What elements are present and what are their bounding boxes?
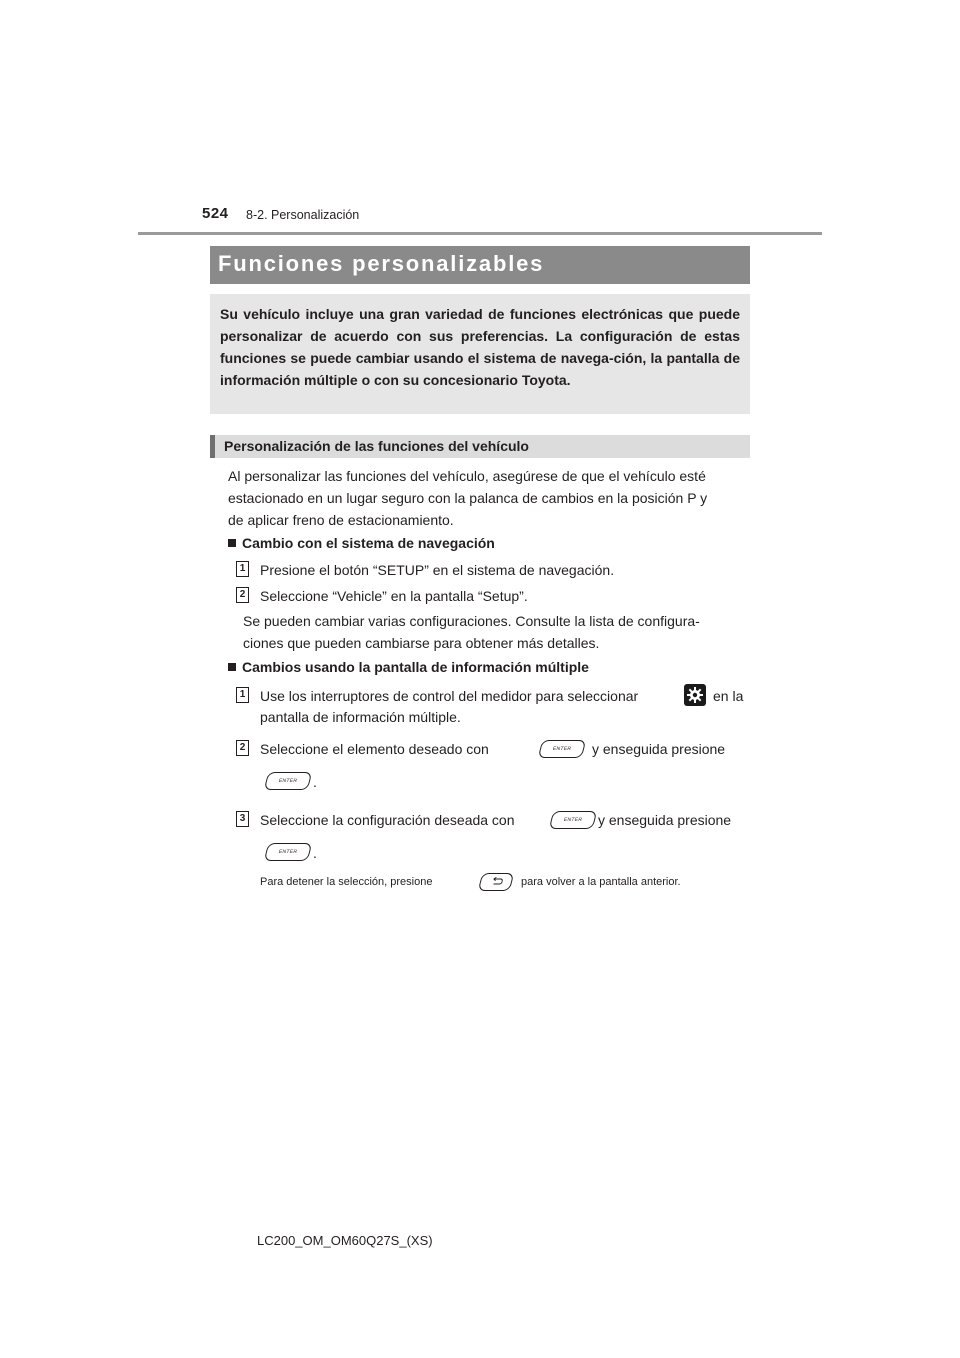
back-arrow-icon [478, 873, 514, 891]
square-bullet-icon [228, 539, 236, 547]
note-text: Para detener la selección, presione [260, 876, 433, 888]
enter-button-icon [538, 740, 586, 758]
step-number-badge: 2 [236, 587, 249, 603]
document-code: LC200_OM_OM60Q27S_(XS) [257, 1233, 433, 1248]
enter-button-icon [264, 843, 312, 861]
page-number: 524 [202, 205, 229, 222]
step-number-badge: 3 [236, 811, 249, 827]
enter-key-label: ENTER [563, 817, 583, 823]
step-number-badge: 1 [236, 687, 249, 703]
enter-button-icon [549, 811, 597, 829]
intro-box [210, 294, 750, 414]
step-text: Seleccione “Vehicle” en la pantalla “Setup”. [260, 588, 528, 604]
step-text-after-icon: en la [713, 688, 744, 704]
subsection-heading [210, 435, 750, 458]
bullet-heading-text: Cambios usando la pantalla de información múltiple [242, 659, 589, 675]
intro-text: Su vehículo incluye una gran variedad de funciones electrónicas que puede personalizar de acuerdo con sus preferencias. La configuración de estas funciones se puede cambiar usando el sistema de navega-ción, la pantalla de información múltiple o con su concesionario Toyota. [220, 306, 740, 388]
enter-key-label: ENTER [552, 746, 572, 752]
paragraph-line: de aplicar freno de estacionamiento. [228, 512, 454, 528]
note-line: ciones que pueden cambiarse para obtener más detalles. [243, 635, 600, 651]
step-text-line2: pantalla de información múltiple. [260, 709, 461, 725]
enter-button-icon [264, 772, 312, 790]
square-bullet-icon [228, 663, 236, 671]
section-reference: 8-2. Personalización [246, 208, 360, 222]
bullet-heading-multi-info [228, 659, 589, 675]
step-text: Presione el botón “SETUP” en el sistema de navegación. [260, 562, 615, 578]
paragraph-line: estacionado en un lugar seguro con la palanca de cambios en la posición P y [228, 490, 708, 506]
step-text: Use los interruptores de control del medidor para seleccionar [260, 688, 639, 704]
enter-key-label: ENTER [278, 778, 298, 784]
step-text-after-icon: y enseguida presione [592, 741, 726, 757]
step-text: Seleccione el elemento deseado con [260, 741, 489, 757]
step-number-badge: 2 [236, 740, 249, 756]
step-number-badge: 1 [236, 561, 249, 577]
header-divider [138, 232, 822, 235]
title-bar [210, 246, 750, 284]
paragraph-line: Al personalizar las funciones del vehículo, asegúrese de que el vehículo esté [228, 468, 706, 484]
bullet-heading-text: Cambio con el sistema de navegación [242, 535, 495, 551]
step-text-end: . [313, 774, 317, 790]
step-text-end: . [313, 845, 317, 861]
enter-key-label: ENTER [278, 849, 298, 855]
page-title: Funciones personalizables [218, 251, 545, 276]
bullet-heading-navigation [228, 535, 495, 551]
step-text: Seleccione la configuración deseada con [260, 812, 515, 828]
note-text-after-icon: para volver a la pantalla anterior. [521, 876, 681, 888]
subsection-marker [210, 435, 215, 458]
gear-icon [684, 684, 706, 706]
step-text-after-icon: y enseguida presione [598, 812, 732, 828]
note-line: Se pueden cambiar varias configuraciones. Consulte la lista de configura- [243, 613, 700, 629]
subsection-title: Personalización de las funciones del vehículo [224, 438, 529, 454]
